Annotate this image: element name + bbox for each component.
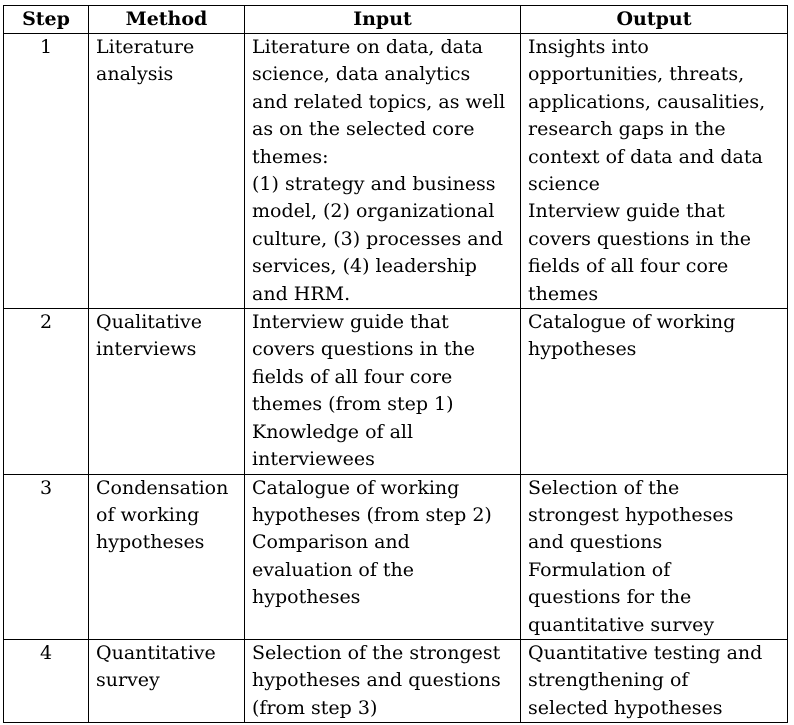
- step-number: 1: [39, 36, 53, 58]
- output-text: Selection of the strongest hypotheses and questions Formulation of questions for the quantitative survey: [528, 476, 734, 636]
- output-cell: [521, 309, 788, 474]
- input-cell: [245, 34, 521, 309]
- method-text: Condensation of working hypotheses: [96, 476, 229, 554]
- output-cell: [521, 34, 788, 309]
- step-number: 3: [39, 476, 53, 499]
- output-text: Catalogue of working hypotheses: [528, 311, 736, 361]
- step-cell: [4, 474, 89, 639]
- methodology-table: [3, 5, 788, 723]
- method-cell: [89, 34, 245, 309]
- table-row: [4, 474, 788, 639]
- table-header: [4, 6, 788, 34]
- method-cell: [89, 309, 245, 474]
- output-text: Insights into opportunities, threats, applications, causalities, research gaps in the context of data and data science Interview guide that covers questions in the fields of all four core themes: [528, 36, 766, 305]
- table-row: [4, 309, 788, 474]
- step-cell: [4, 309, 89, 474]
- method-text: Literature analysis: [96, 36, 195, 86]
- step-number: 2: [39, 311, 53, 334]
- input-text: Literature on data, data science, data analytics and related topics, as well as on the selected core themes: (1) strategy and business model, (2) organizational culture, (3) processes and services, (4) leadership and HRM.: [252, 36, 506, 305]
- input-text: Selection of the strongest hypotheses and questions (from step 3): [252, 641, 501, 719]
- method-cell: [89, 474, 245, 639]
- input-cell: [245, 474, 521, 639]
- input-text: Catalogue of working hypotheses (from step 2) Comparison and evaluation of the hypotheses: [252, 476, 492, 609]
- table-row: [4, 639, 788, 722]
- table-row: [4, 34, 788, 309]
- header-method: Method: [89, 6, 245, 34]
- table-body: [4, 34, 788, 723]
- step-number: 4: [39, 641, 53, 664]
- header-input: Input: [245, 6, 521, 34]
- step-cell: [4, 34, 89, 309]
- output-cell: [521, 474, 788, 639]
- method-cell: [89, 639, 245, 722]
- input-text: Interview guide that covers questions in the fields of all four core themes (from step 1) Knowledge of all interviewees: [252, 311, 475, 471]
- header-output: Output: [521, 6, 788, 34]
- output-text: Quantitative testing and strengthening of selected hypotheses: [528, 641, 763, 719]
- output-cell: [521, 639, 788, 722]
- header-step: Step: [4, 6, 89, 34]
- header-row: [4, 6, 788, 34]
- input-cell: [245, 639, 521, 722]
- step-cell: [4, 639, 89, 722]
- method-text: Qualitative interviews: [96, 311, 202, 361]
- input-cell: [245, 309, 521, 474]
- method-text: Quantitative survey: [96, 641, 216, 692]
